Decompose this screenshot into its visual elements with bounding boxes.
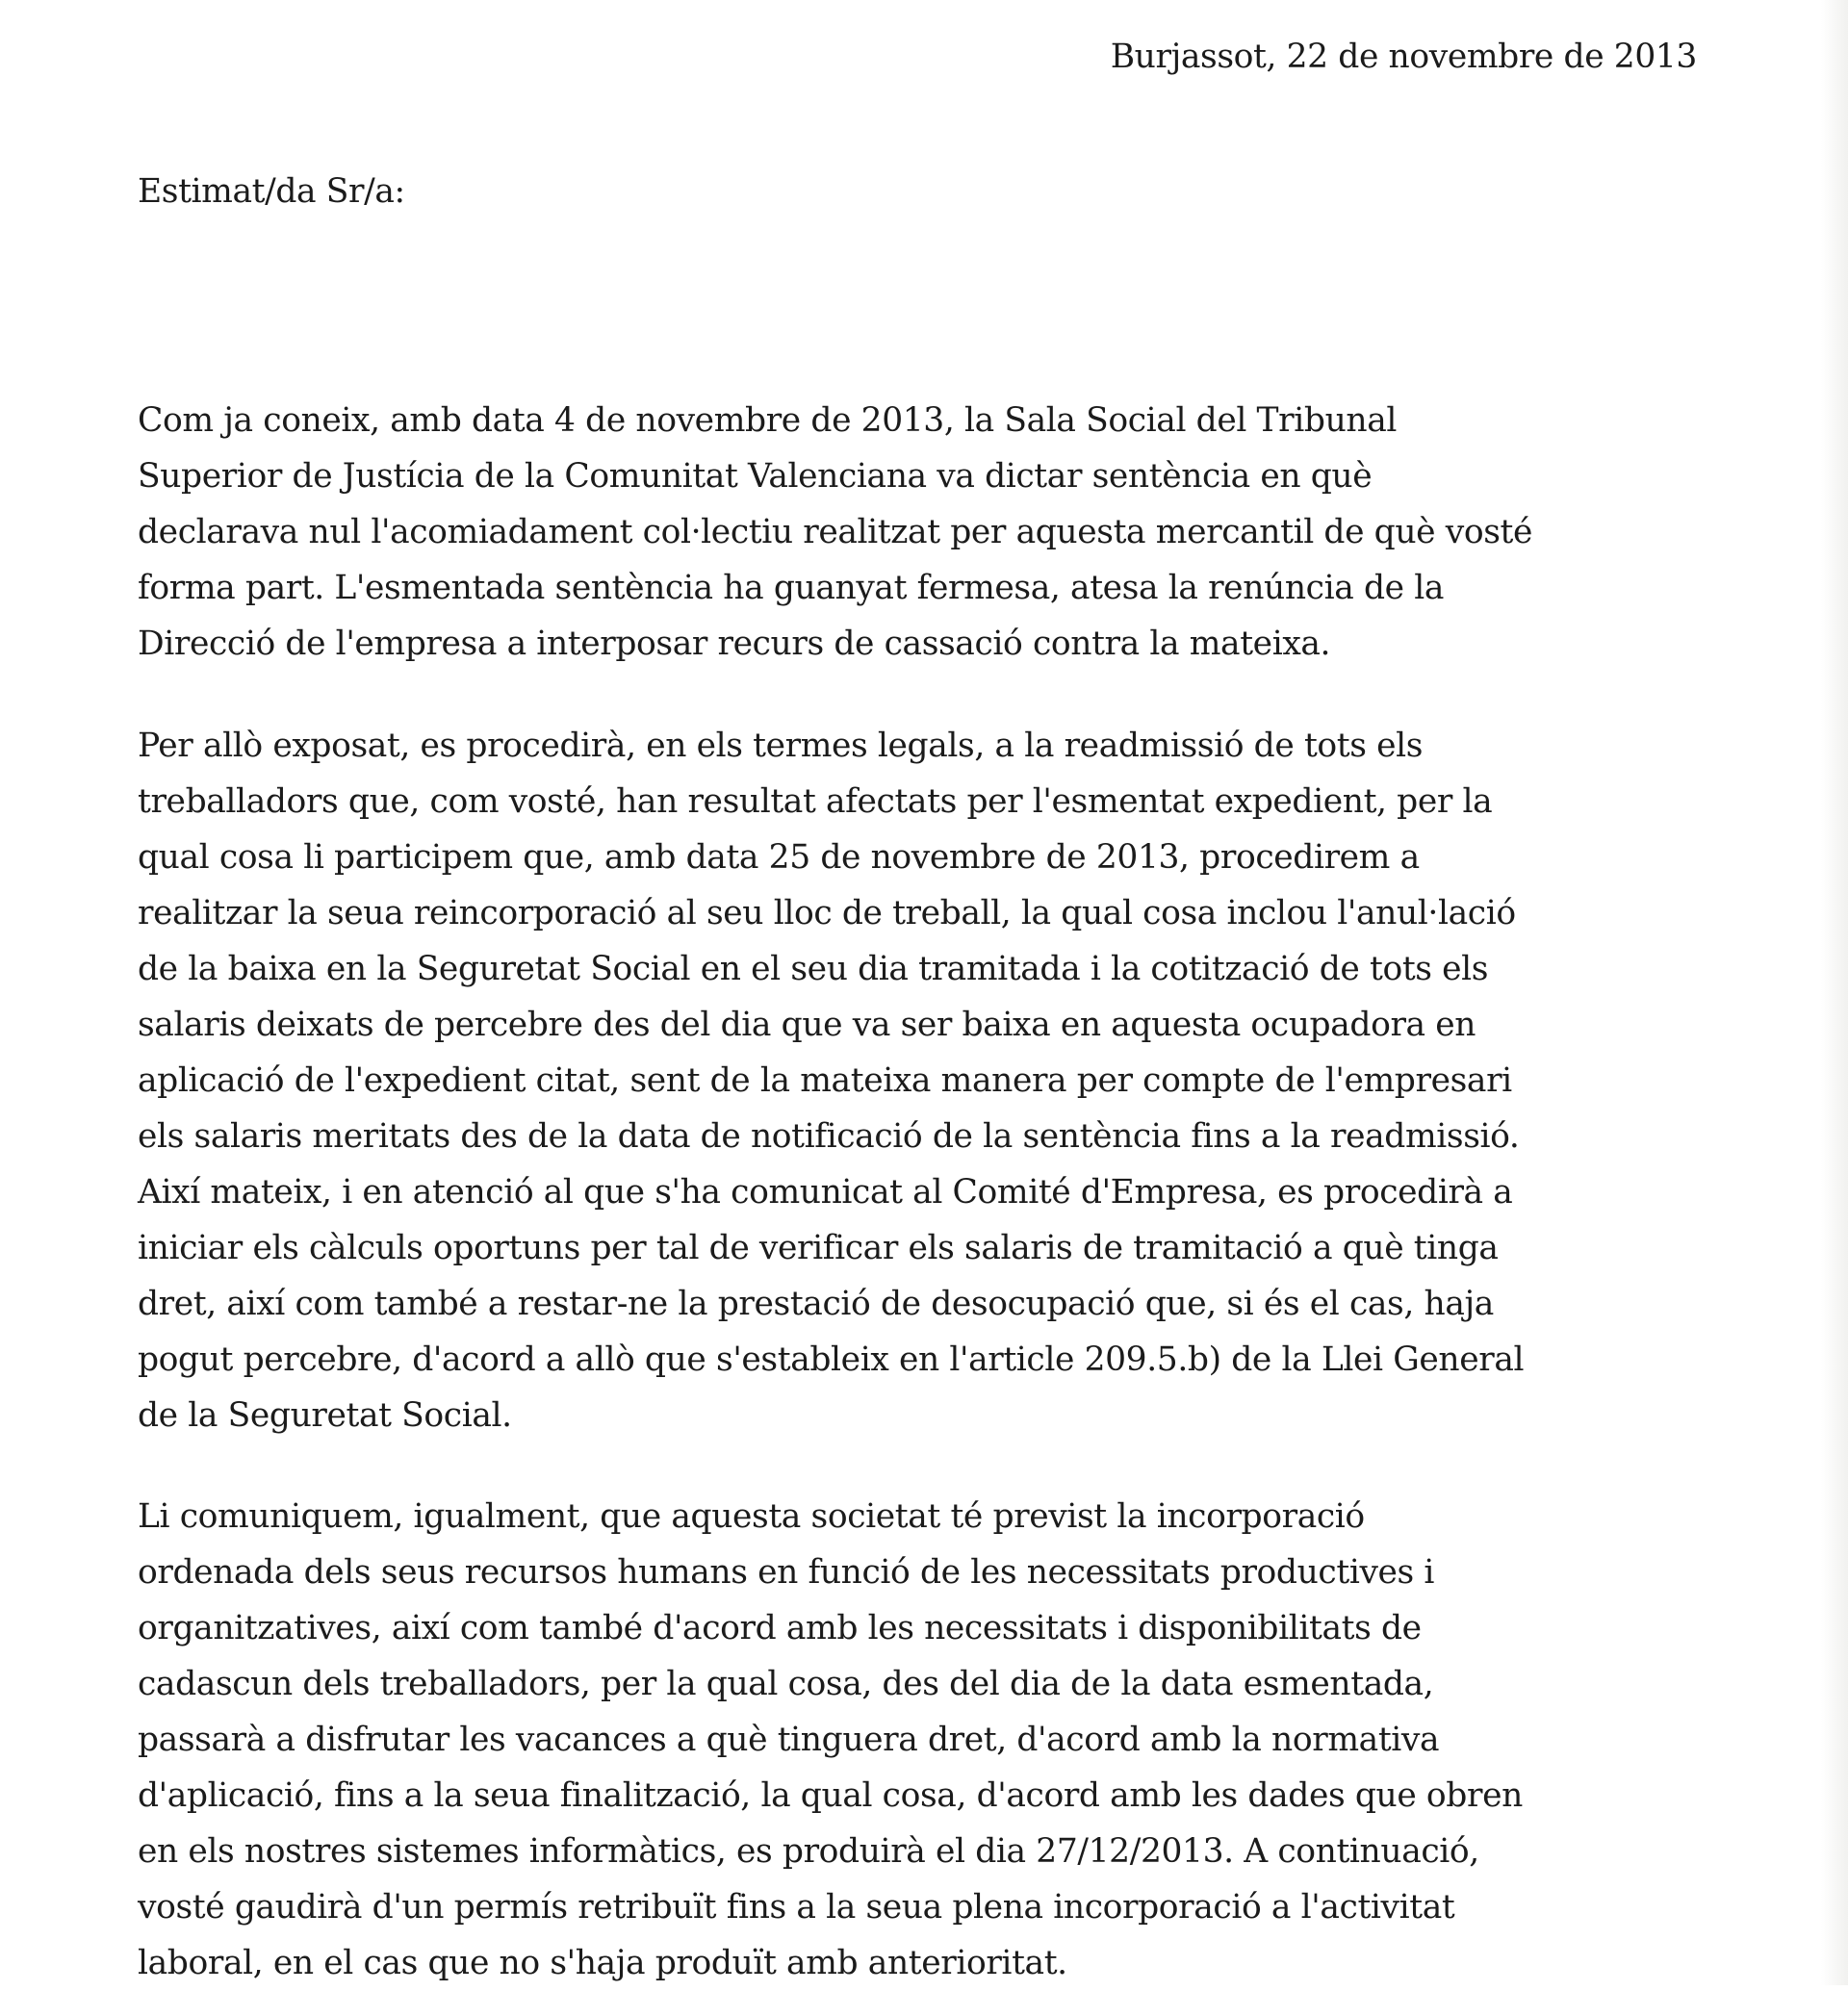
text-line: de la Seguretat Social. (138, 1396, 512, 1435)
text-line: Així mateix, i en atenció al que s'ha comunicat al Comité d'Empresa, es procedirà a (138, 1173, 1513, 1212)
text-line: pogut percebre, d'acord a allò que s'estableix en l'article 209.5.b) de la Llei General (138, 1340, 1525, 1379)
text-line: Superior de Justícia de la Comunitat Valenciana va dictar sentència en què (138, 457, 1373, 496)
paragraph-sentence-notice (138, 393, 1697, 672)
text-line: realitzar la seua reincorporació al seu lloc de treball, la qual cosa inclou l'anul·lació (138, 894, 1516, 932)
letter-body (138, 29, 1697, 1991)
text-line: aplicació de l'expedient citat, sent de la mateixa manera per compte de l'empresari (138, 1061, 1512, 1100)
text-line: dret, així com també a restar-ne la prestació de desocupació que, si és el cas, haja (138, 1285, 1494, 1323)
text-line: laboral, en el cas que no s'haja produït amb anterioritat. (138, 1944, 1067, 1982)
text-line: qual cosa li participem que, amb data 25 de novembre de 2013, procedirem a (138, 838, 1420, 877)
text-line: de la baixa en la Seguretat Social en el seu dia tramitada i la cotització de tots els (138, 950, 1489, 988)
text-line: forma part. L'esmentada sentència ha guanyat fermesa, atesa la renúncia de la (138, 569, 1445, 607)
text-line: ordenada dels seus recursos humans en funció de les necessitats productives i (138, 1553, 1435, 1592)
paragraph-readmission (138, 718, 1697, 1443)
text-line: d'aplicació, fins a la seua finalització, la qual cosa, d'acord amb les dades que obren (138, 1776, 1523, 1815)
text-line: declarava nul l'acomiadament col·lectiu realitzat per aquesta mercantil de què vosté (138, 513, 1533, 551)
text-line: treballadors que, com vosté, han resultat afectats per l'esmentat expedient, per la (138, 782, 1493, 821)
text-line: els salaris meritats des de la data de notificació de la sentència fins a la readmissió. (138, 1117, 1520, 1156)
letter-date: Burjassot, 22 de novembre de 2013 (1110, 38, 1697, 76)
text-line: organitzatives, així com també d'acord amb les necessitats i disponibilitats de (138, 1609, 1422, 1647)
text-line: Com ja coneix, amb data 4 de novembre de 2013, la Sala Social del Tribunal (138, 401, 1398, 440)
letter-salutation: Estimat/da Sr/a: (138, 172, 405, 211)
text-line: salaris deixats de percebre des del dia que va ser baixa en aquesta ocupadora en (138, 1006, 1476, 1044)
page-edge-shadow (1821, 0, 1848, 1985)
text-line: en els nostres sistemes informàtics, es produirà el dia 27/12/2013. A continuació, (138, 1832, 1479, 1871)
paragraph-vacation (138, 1489, 1697, 1991)
text-line: Li comuniquem, igualment, que aquesta societat té previst la incorporació (138, 1497, 1365, 1536)
text-line: Per allò exposat, es procedirà, en els termes legals, a la readmissió de tots els (138, 727, 1424, 765)
text-line: Direcció de l'empresa a interposar recurs de cassació contra la mateixa. (138, 625, 1331, 663)
text-line: cadascun dels treballadors, per la qual cosa, des del dia de la data esmentada, (138, 1665, 1434, 1703)
text-line: vosté gaudirà d'un permís retribuït fins a la seua plena incorporació a l'activitat (138, 1888, 1455, 1927)
text-line: iniciar els càlculs oportuns per tal de verificar els salaris de tramitació a què tinga (138, 1229, 1499, 1267)
text-line: passarà a disfrutar les vacances a què tinguera dret, d'acord amb la normativa (138, 1721, 1440, 1759)
